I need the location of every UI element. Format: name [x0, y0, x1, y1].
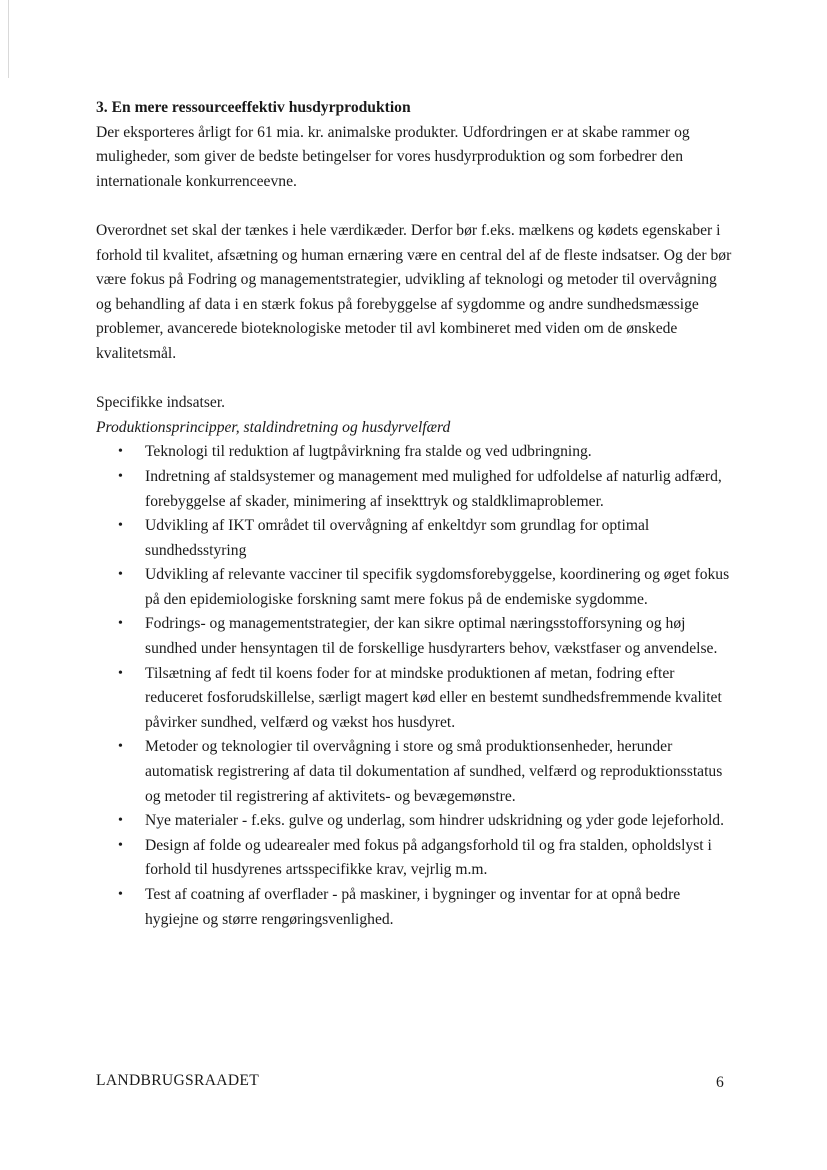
bullet-icon: •	[118, 665, 123, 681]
list-item-text: Udvikling af relevante vacciner til specifik sygdomsforebyggelse, koordinering og øget fokus på den epidemiologiske forskning samt mere fokus på de endemiske sygdomme.	[145, 566, 730, 608]
list-item	[96, 514, 736, 563]
list-item-text: Design af folde og udearealer med fokus på adgangsforhold til og fra stalden, opholdslyst i forhold til husdyrenes artsspecifikke krav, vejrlig m.m.	[145, 836, 712, 879]
bullet-icon: •	[118, 468, 123, 484]
list-item	[96, 809, 736, 834]
specific-label: Specifikke indsatser.	[96, 394, 226, 412]
footer-organization: LANDBRUGSRAADET	[96, 1072, 260, 1089]
list-item	[96, 883, 736, 932]
page-content	[96, 96, 736, 932]
section-heading: 3. En mere ressourceeffektiv husdyrproduktion	[96, 99, 411, 116]
list-item-text: Test af coatning af overflader - på maskiner, i bygninger og inventar for at opnå bedre hygiejne og større rengøringsvenlighed.	[145, 886, 681, 928]
bullet-icon: •	[118, 837, 123, 853]
bullet-icon: •	[118, 739, 123, 755]
list-item-text: Metoder og teknologier til overvågning i store og små produktionsenheder, herunder automatisk registrering af data til dokumentation af sundhed, velfærd og reproduktionsstatus og metoder til registrering af aktivitets- og bevægemønstre.	[145, 738, 723, 805]
bullet-icon: •	[118, 813, 123, 829]
list-item	[96, 612, 736, 661]
bullet-icon: •	[118, 887, 123, 902]
list-item	[96, 563, 736, 612]
list-item-text: Indretning af staldsystemer og management med mulighed for udfoldelse af naturlig adfærd, forebyggelse af skader, minimering af insekttryk og staldklimaproblemer.	[145, 467, 722, 510]
list-item-text: Tilsætning af fedt til koens foder for at mindske produktionen af metan, fodring efter reduceret fosforudskillelse, særligt magert kød eller en bestemt sundhedsfremmende kvalitet påvirker sundhed, velfærd og vækst hos husdyret.	[145, 664, 722, 731]
list-item	[96, 465, 736, 514]
bullet-icon: •	[118, 444, 123, 460]
bullet-icon: •	[118, 518, 123, 534]
scan-margin-line	[8, 0, 9, 78]
list-item	[96, 735, 736, 809]
list-item-text: Nye materialer - f.eks. gulve og underlag, som hindrer udskridning og yder gode lejeforhold.	[145, 812, 724, 830]
bullet-icon: •	[118, 567, 123, 583]
paragraph-gap	[96, 194, 736, 219]
paragraph-gap	[96, 367, 736, 392]
overview-paragraph: Overordnet set skal der tænkes i hele værdikæder. Derfor bør f.eks. mælkens og kødets egenskaber i forhold til kvalitet, afsætning og human ernæring være en central del af de fleste indsatser. Og der bør være fokus på Fodring og managementstrategier, udvikling af teknologi og metoder til overvågning og behandling af data i en stærk fokus på forebyggelse af sygdomme og andre sundhedsmæssige problemer, avancerede bioteknologiske metoder til avl kombineret med viden om de ønskede kvalitetsmål.	[96, 221, 732, 362]
list-item-text: Teknologi til reduktion af lugtpåvirkning fra stalde og ved udbringning.	[145, 443, 592, 461]
list-item-text: Udvikling af IKT området til overvågning af enkeltdyr som grundlag for optimal sundhedsstyring	[145, 517, 650, 559]
list-item	[96, 662, 736, 736]
bullet-list	[96, 440, 736, 932]
list-item	[96, 440, 736, 465]
bullet-icon: •	[118, 616, 123, 632]
intro-paragraph: Der eksporteres årligt for 61 mia. kr. animalske produkter. Udfordringen er at skabe rammer og muligheder, som giver de bedste betingelser for vores husdyrproduktion og som forbedrer den internationale konkurrenceevne.	[96, 123, 690, 190]
page-number: 6	[716, 1074, 724, 1091]
list-item	[96, 834, 736, 883]
subheading: Produktionsprincipper, staldindretning og husdyrvelfærd	[96, 418, 451, 436]
list-item-text: Fodrings- og managementstrategier, der kan sikre optimal næringsstofforsyning og høj sundhed under hensyntagen til de forskellige husdyrarters behov, vækstfaser og anvendelse.	[145, 615, 718, 658]
